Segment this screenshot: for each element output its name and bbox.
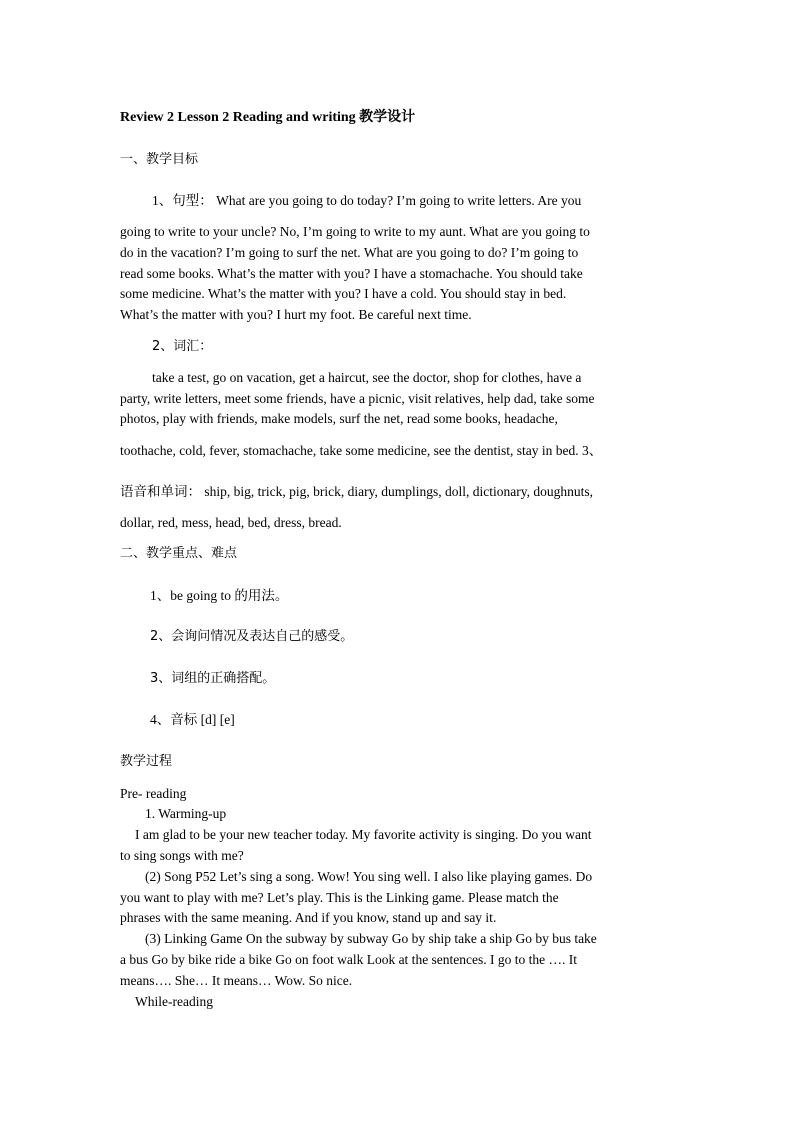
objective-2-line: dollar, red, mess, head, bed, dress, bread.: [120, 515, 342, 530]
process-line: to sing songs with me?: [120, 848, 244, 863]
key-point-item: 4、音标 [d] [e]: [150, 712, 235, 727]
process-line: 1. Warming-up: [145, 806, 227, 821]
objective-1-line: 1、句型： What are you going to do today? I’m going to write letters. Are you: [152, 193, 582, 208]
objective-2-line: party, write letters, meet some friends, have a picnic, visit relatives, help dad, take some: [120, 391, 595, 406]
section-heading-objectives: 一、教学目标: [120, 152, 199, 167]
objective-2-line: 语音和单词： ship, big, trick, pig, brick, diary, dumplings, doll, dictionary, doughnuts,: [120, 484, 593, 499]
process-line: phrases with the same meaning. And if you know, stand up and say it.: [120, 910, 497, 925]
process-line: you want to play with me? Let’s play. This is the Linking game. Please match the: [120, 890, 559, 905]
key-point-item: 3、词组的正确搭配。: [150, 671, 276, 686]
objective-2-line: toothache, cold, fever, stomachache, take some medicine, see the dentist, stay in bed. 3、: [120, 443, 603, 458]
process-line: Pre- reading: [120, 786, 187, 801]
section-heading-key-points: 二、教学重点、难点: [120, 546, 238, 561]
process-line: I am glad to be your new teacher today. My favorite activity is singing. Do you want: [135, 827, 592, 842]
objective-1-line: going to write to your uncle? No, I’m going to write to my aunt. What are you going to: [120, 224, 590, 239]
objective-1-line: some medicine. What’s the matter with you? I have a cold. You should stay in bed.: [120, 286, 567, 301]
objective-1-line: do in the vacation? I’m going to surf the net. What are you going to do? I’m going to: [120, 245, 579, 260]
process-line: means…. She… It means… Wow. So nice.: [120, 973, 353, 988]
process-line: (2) Song P52 Let’s sing a song. Wow! You sing well. I also like playing games. Do: [145, 869, 593, 884]
key-point-item: 1、be going to 的用法。: [150, 588, 289, 603]
objective-1-line: read some books. What’s the matter with you? I have a stomachache. You should take: [120, 266, 583, 281]
objective-2-label: 2、词汇：: [152, 339, 213, 354]
objective-1-line: What’s the matter with you? I hurt my foot. Be careful next time.: [120, 307, 472, 322]
document-title: Review 2 Lesson 2 Reading and writing 教学设计: [120, 110, 416, 125]
process-line: (3) Linking Game On the subway by subway Go by ship take a ship Go by bus take: [145, 931, 597, 946]
section-heading-process: 教学过程: [120, 754, 173, 769]
key-point-item: 2、会询问情况及表达自己的感受。: [150, 629, 354, 644]
process-line: a bus Go by bike ride a bike Go on foot walk Look at the sentences. I go to the …. It: [120, 952, 578, 967]
objective-2-line: take a test, go on vacation, get a haircut, see the doctor, shop for clothes, have a: [152, 370, 582, 385]
process-line: While-reading: [135, 994, 213, 1009]
objective-2-line: photos, play with friends, make models, surf the net, read some books, headache,: [120, 411, 558, 426]
